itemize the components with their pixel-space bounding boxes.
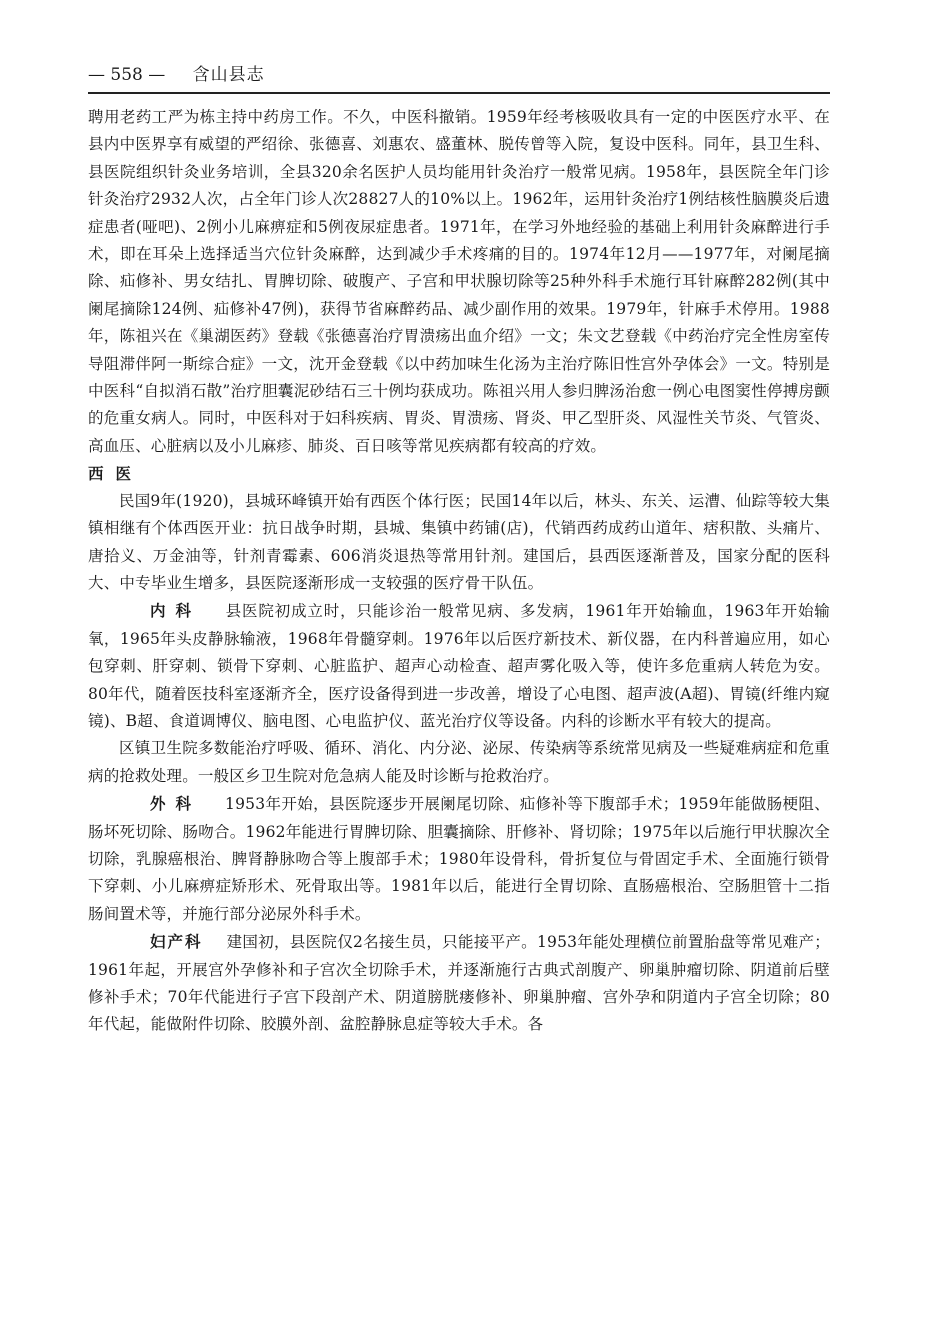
- subheading-obgyn: 妇产科: [150, 932, 203, 952]
- paragraph-surgery: [88, 790, 830, 928]
- section-heading-western-medicine: 西医: [88, 464, 144, 484]
- book-title: 含山县志: [192, 65, 265, 85]
- paragraph-internal-medicine: [88, 597, 830, 735]
- paragraph-township-hospitals: 区镇卫生院多数能治疗呼吸、循环、消化、内分泌、泌尿、传染病等系统常见病及一些疑难病症和危重病的抢救处理。一般区乡卫生院对危急病人能及时诊断与抢救治疗。: [88, 739, 830, 785]
- surgery-text: 1953年开始，县医院逐步开展阑尾切除、疝修补等下腹部手术；1959年能做肠梗阻、肠坏死切除、肠吻合。1962年能进行胃脾切除、胆囊摘除、肝修补、肾切除；1975年以后施行甲状腺次全切除，乳腺癌根治、脾肾静脉吻合等上腹部手术；1980年设骨科，骨折复位与骨固定手术、全面施行锁骨下穿刺、小儿麻痹症矫形术、死骨取出等。1981年以后，能进行全胃切除、直肠癌根治、空肠胆管十二指肠间置术等，并施行部分泌尿外科手术。: [88, 795, 830, 923]
- page-header: [88, 60, 836, 90]
- page-body: [88, 104, 830, 1039]
- header-rule: [88, 92, 830, 94]
- internal-medicine-text: 县医院初成立时，只能诊治一般常见病、多发病，1961年开始输血，1963年开始输氧，1965年头皮静脉输液，1968年骨髓穿刺。1976年以后医疗新技术、新仪器，在内科普遍应用，如心包穿刺、肝穿刺、锁骨下穿刺、心脏监护、超声心动检查、超声雾化吸入等，使许多危重病人转危为安。80年代，随着医技科室逐渐齐全，医疗设备得到进一步改善，增设了心电图、超声波(A超)、胃镜(纤维内窥镜)、B超、食道调博仪、脑电图、心电监护仪、蓝光治疗仪等设备。内科的诊断水平有较大的提高。: [88, 602, 830, 730]
- subheading-surgery: 外科: [150, 794, 202, 814]
- paragraph-obgyn: [88, 928, 830, 1039]
- subheading-internal-medicine: 内科: [150, 601, 202, 621]
- paragraph-western-intro: 民国9年(1920)，县城环峰镇开始有西医个体行医；民国14年以后，林头、东关、运漕、仙踪等较大集镇相继有个体西医开业：抗日战争时期，县城、集镇中药铺(店)，代销西药成药山道年、痞积散、头痛片、唐拾义、万金油等，针剂青霉素、606消炎退热等常用针剂。建国后，县西医逐渐普及，国家分配的医科大、中专毕业生增多，县医院逐渐形成一支较强的医疗骨干队伍。: [88, 491, 830, 592]
- obgyn-text: 建国初，县医院仅2名接生员，只能接平产。1953年能处理横位前置胎盘等常见难产；1961年起，开展宫外孕修补和子宫次全切除手术，并逐渐施行古典式剖腹产、卵巢肿瘤切除、阴道前后壁修补手术；70年代能进行子宫下段剖产术、阴道膀胱瘘修补、卵巢肿瘤、宫外孕和阴道内子宫全切除；80年代起，能做附件切除、胶膜外剖、盆腔静脉息症等较大手术。各: [88, 933, 830, 1034]
- paragraph-tcm: 聘用老药工严为栋主持中药房工作。不久，中医科撤销。1959年经考核吸收具有一定的中医医疗水平、在县内中医界享有威望的严绍徐、张德喜、刘惠农、盛董林、脱传曾等入院，复设中医科。同年，县卫生科、县医院组织针灸业务培训，全县320余名医护人员均能用针灸治疗一般常见病。1958年，县医院全年门诊针灸治疗2932人次，占全年门诊人次28827人的10%以上。1962年，运用针灸治疗1例结核性脑膜炎后遗症患者(哑吧)、2例小儿麻痹症和5例夜尿症患者。1971年，在学习外地经验的基础上利用针灸麻醉进行手术，即在耳朵上选择适当穴位针灸麻醉，达到减少手术疼痛的目的。1974年12月——1977年，对阑尾摘除、疝修补、男女结扎、胃脾切除、破腹产、子宫和甲状腺切除等25种外科手术施行耳针麻醉282例(其中阑尾摘除124例、疝修补47例)，获得节省麻醉药品、减少副作用的效果。1979年，针麻手术停用。1988年，陈祖兴在《巢湖医药》登载《张德喜治疗胃溃疡出血介绍》一文；朱文艺登载《中药治疗完全性房室传导阻滞伴阿一斯综合症》一文，沈开金登载《以中药加味生化汤为主治疗陈旧性宫外孕体会》一文。特别是中医科“自拟消石散”治疗胆囊泥砂结石三十例均获成功。陈祖兴用人参归脾汤治愈一例心电图窦性停搏房颤的危重女病人。同时，中医科对于妇科疾病、胃炎、胃溃疡、肾炎、甲乙型肝炎、风湿性关节炎、气管炎、高血压、心脏病以及小儿麻疹、肺炎、百日咳等常见疾病都有较高的疗效。: [88, 108, 830, 455]
- page-number: — 558 —: [88, 65, 166, 85]
